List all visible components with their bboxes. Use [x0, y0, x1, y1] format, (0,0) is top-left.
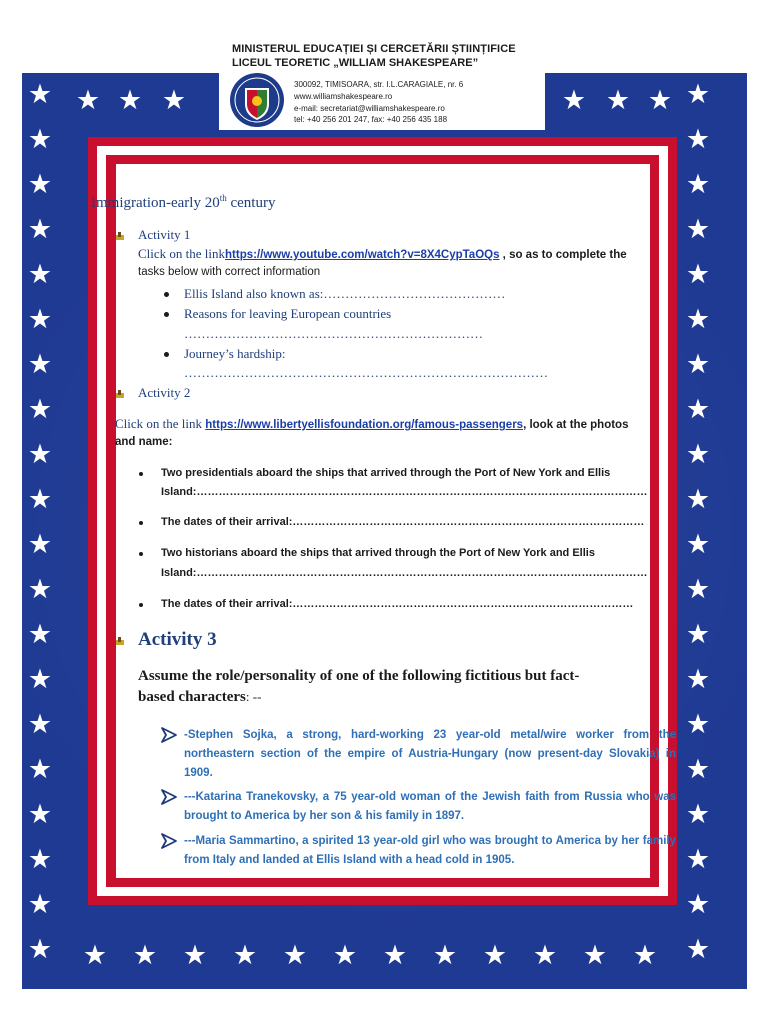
star-icon: ★ [232, 940, 258, 971]
activity1-intro: Click on the linkhttps://www.youtube.com/watch?v=8X4CypTaOQs , so as to complete the [138, 246, 627, 261]
star-icon: ★ [282, 940, 308, 971]
youtube-link[interactable]: https://www.youtube.com/watch?v=8X4CypTaOQs [225, 249, 500, 261]
star-icon: ★ [27, 169, 53, 200]
star-icon: ★ [561, 85, 587, 116]
activity3-instruction: Assume the role/personality of one of the following fictitious but fact- [138, 668, 580, 684]
star-icon: ★ [685, 304, 711, 335]
bullet-dot [139, 521, 143, 525]
star-icon: ★ [27, 439, 53, 470]
school-address: 300092, TIMISOARA, str. I.L.CARAGIALE, nr. 6 [294, 80, 464, 89]
bullet-dot [139, 552, 143, 556]
bullet-dot [139, 603, 143, 607]
star-icon: ★ [685, 799, 711, 830]
star-icon: ★ [685, 844, 711, 875]
star-icon: ★ [685, 349, 711, 380]
star-icon: ★ [27, 394, 53, 425]
activity-bullet-icon [116, 232, 124, 240]
star-icon: ★ [685, 754, 711, 785]
star-icon: ★ [685, 934, 711, 965]
school-email: e-mail: secretariat@williamshakespeare.ro [294, 104, 445, 113]
star-icon: ★ [685, 124, 711, 155]
presidentials-dates-question: The dates of their arrival:…………………………………………………………………………………… [161, 516, 645, 528]
activity1-intro-line2: tasks below with correct information [138, 266, 321, 278]
school-crest-icon [226, 71, 288, 129]
star-icon: ★ [685, 529, 711, 560]
star-icon: ★ [685, 214, 711, 245]
star-icon: ★ [161, 85, 187, 116]
star-icon: ★ [27, 844, 53, 875]
star-icon: ★ [685, 394, 711, 425]
activity2-intro: Click on the link https://www.libertyellisfoundation.org/famous-passengers, look at the photos [115, 416, 629, 431]
star-icon: ★ [27, 619, 53, 650]
school-website: www.williamshakespeare.ro [294, 92, 393, 101]
star-icon: ★ [27, 79, 53, 110]
hardship-answer-line: ………………………………………………………………………… [184, 365, 548, 380]
star-icon: ★ [27, 124, 53, 155]
star-icon: ★ [685, 889, 711, 920]
star-icon: ★ [27, 574, 53, 605]
bullet-dot [164, 292, 169, 297]
character-stephen-sojka: -Stephen Sojka, a strong, hard-working 23 year-old metal/wire worker from the northeastern section of the empire of Austria-Hungary (now present-day Slovakia) in 1909. [184, 729, 676, 779]
presidentials-question: Two presidentials aboard the ships that arrived through the Port of New York and Ellis [161, 467, 611, 479]
star-icon: ★ [27, 799, 53, 830]
star-icon: ★ [27, 529, 53, 560]
presidentials-answer-line: Island:…………………………………………………………………………………………………………… [161, 486, 648, 498]
activity2-intro-line2: and name: [115, 436, 173, 448]
historians-question: Two historians aboard the ships that arrived through the Port of New York and Ellis [161, 547, 595, 559]
historians-dates-question: The dates of their arrival:………………………………………………………………………………… [161, 598, 634, 610]
star-icon: ★ [685, 664, 711, 695]
star-icon: ★ [432, 940, 458, 971]
star-icon: ★ [647, 85, 673, 116]
star-icon: ★ [27, 349, 53, 380]
star-icon: ★ [685, 169, 711, 200]
star-icon: ★ [27, 709, 53, 740]
star-icon: ★ [685, 709, 711, 740]
arrow-bullet-icon [160, 726, 178, 744]
hardship-question: Journey’s hardship: [184, 346, 286, 361]
star-icon: ★ [482, 940, 508, 971]
star-icon: ★ [685, 484, 711, 515]
bullet-dot [164, 312, 169, 317]
activity2-heading: Activity 2 [138, 385, 191, 400]
character-maria-sammartino: ---Maria Sammartino, a spirited 13 year-old girl who was brought to America by her family from Italy and landed at Ellis Island with a head cold in 1905. [184, 835, 676, 866]
historians-answer-line: Island:…………………………………………………………………………………………………………… [161, 567, 648, 579]
arrow-bullet-icon [160, 832, 178, 850]
star-icon: ★ [582, 940, 608, 971]
reasons-answer-line: …………………………………………………………… [184, 326, 483, 341]
star-icon: ★ [27, 214, 53, 245]
school-phone: tel: +40 256 201 247, fax: +40 256 435 188 [294, 115, 448, 124]
star-icon: ★ [27, 934, 53, 965]
star-icon: ★ [27, 664, 53, 695]
school-name: LICEUL TEORETIC „WILLIAM SHAKESPEARE” [232, 57, 479, 69]
activity3-heading: Activity 3 [138, 629, 217, 650]
star-icon: ★ [27, 484, 53, 515]
ministry-name: MINISTERUL EDUCAȚIEI ȘI CERCETĂRII ȘTIINȚIFICE [232, 43, 516, 55]
star-icon: ★ [685, 259, 711, 290]
bullet-dot [164, 352, 169, 357]
activity-bullet-icon [116, 637, 124, 645]
star-icon: ★ [27, 889, 53, 920]
liberty-ellis-link[interactable]: https://www.libertyellisfoundation.org/famous-passengers [205, 419, 524, 431]
page-title: Immigration-early 20th century [91, 193, 276, 211]
ellis-island-question: Ellis Island also known as:…………………………………… [184, 286, 506, 301]
reasons-question: Reasons for leaving European countries [184, 306, 392, 321]
star-icon: ★ [605, 85, 631, 116]
star-icon: ★ [117, 85, 143, 116]
star-icon: ★ [75, 85, 101, 116]
star-icon: ★ [332, 940, 358, 971]
star-icon: ★ [532, 940, 558, 971]
star-icon: ★ [685, 79, 711, 110]
bullet-dot [139, 472, 143, 476]
star-icon: ★ [632, 940, 658, 971]
star-icon: ★ [685, 439, 711, 470]
star-icon: ★ [685, 574, 711, 605]
star-icon: ★ [182, 940, 208, 971]
star-icon: ★ [27, 754, 53, 785]
character-katarina-tranekovsky: ---Katarina Tranekovsky, a 75 year-old woman of the Jewish faith from Russia who was brought to America by her son & his family in 1897. [184, 791, 676, 822]
star-icon: ★ [685, 619, 711, 650]
activity1-heading: Activity 1 [138, 227, 191, 242]
star-icon: ★ [132, 940, 158, 971]
arrow-bullet-icon [160, 788, 178, 806]
star-icon: ★ [82, 940, 108, 971]
activity3-instruction-line2: based characters: -- [138, 689, 262, 705]
star-icon: ★ [27, 304, 53, 335]
star-icon: ★ [382, 940, 408, 971]
activity-bullet-icon [116, 390, 124, 398]
star-icon: ★ [27, 259, 53, 290]
